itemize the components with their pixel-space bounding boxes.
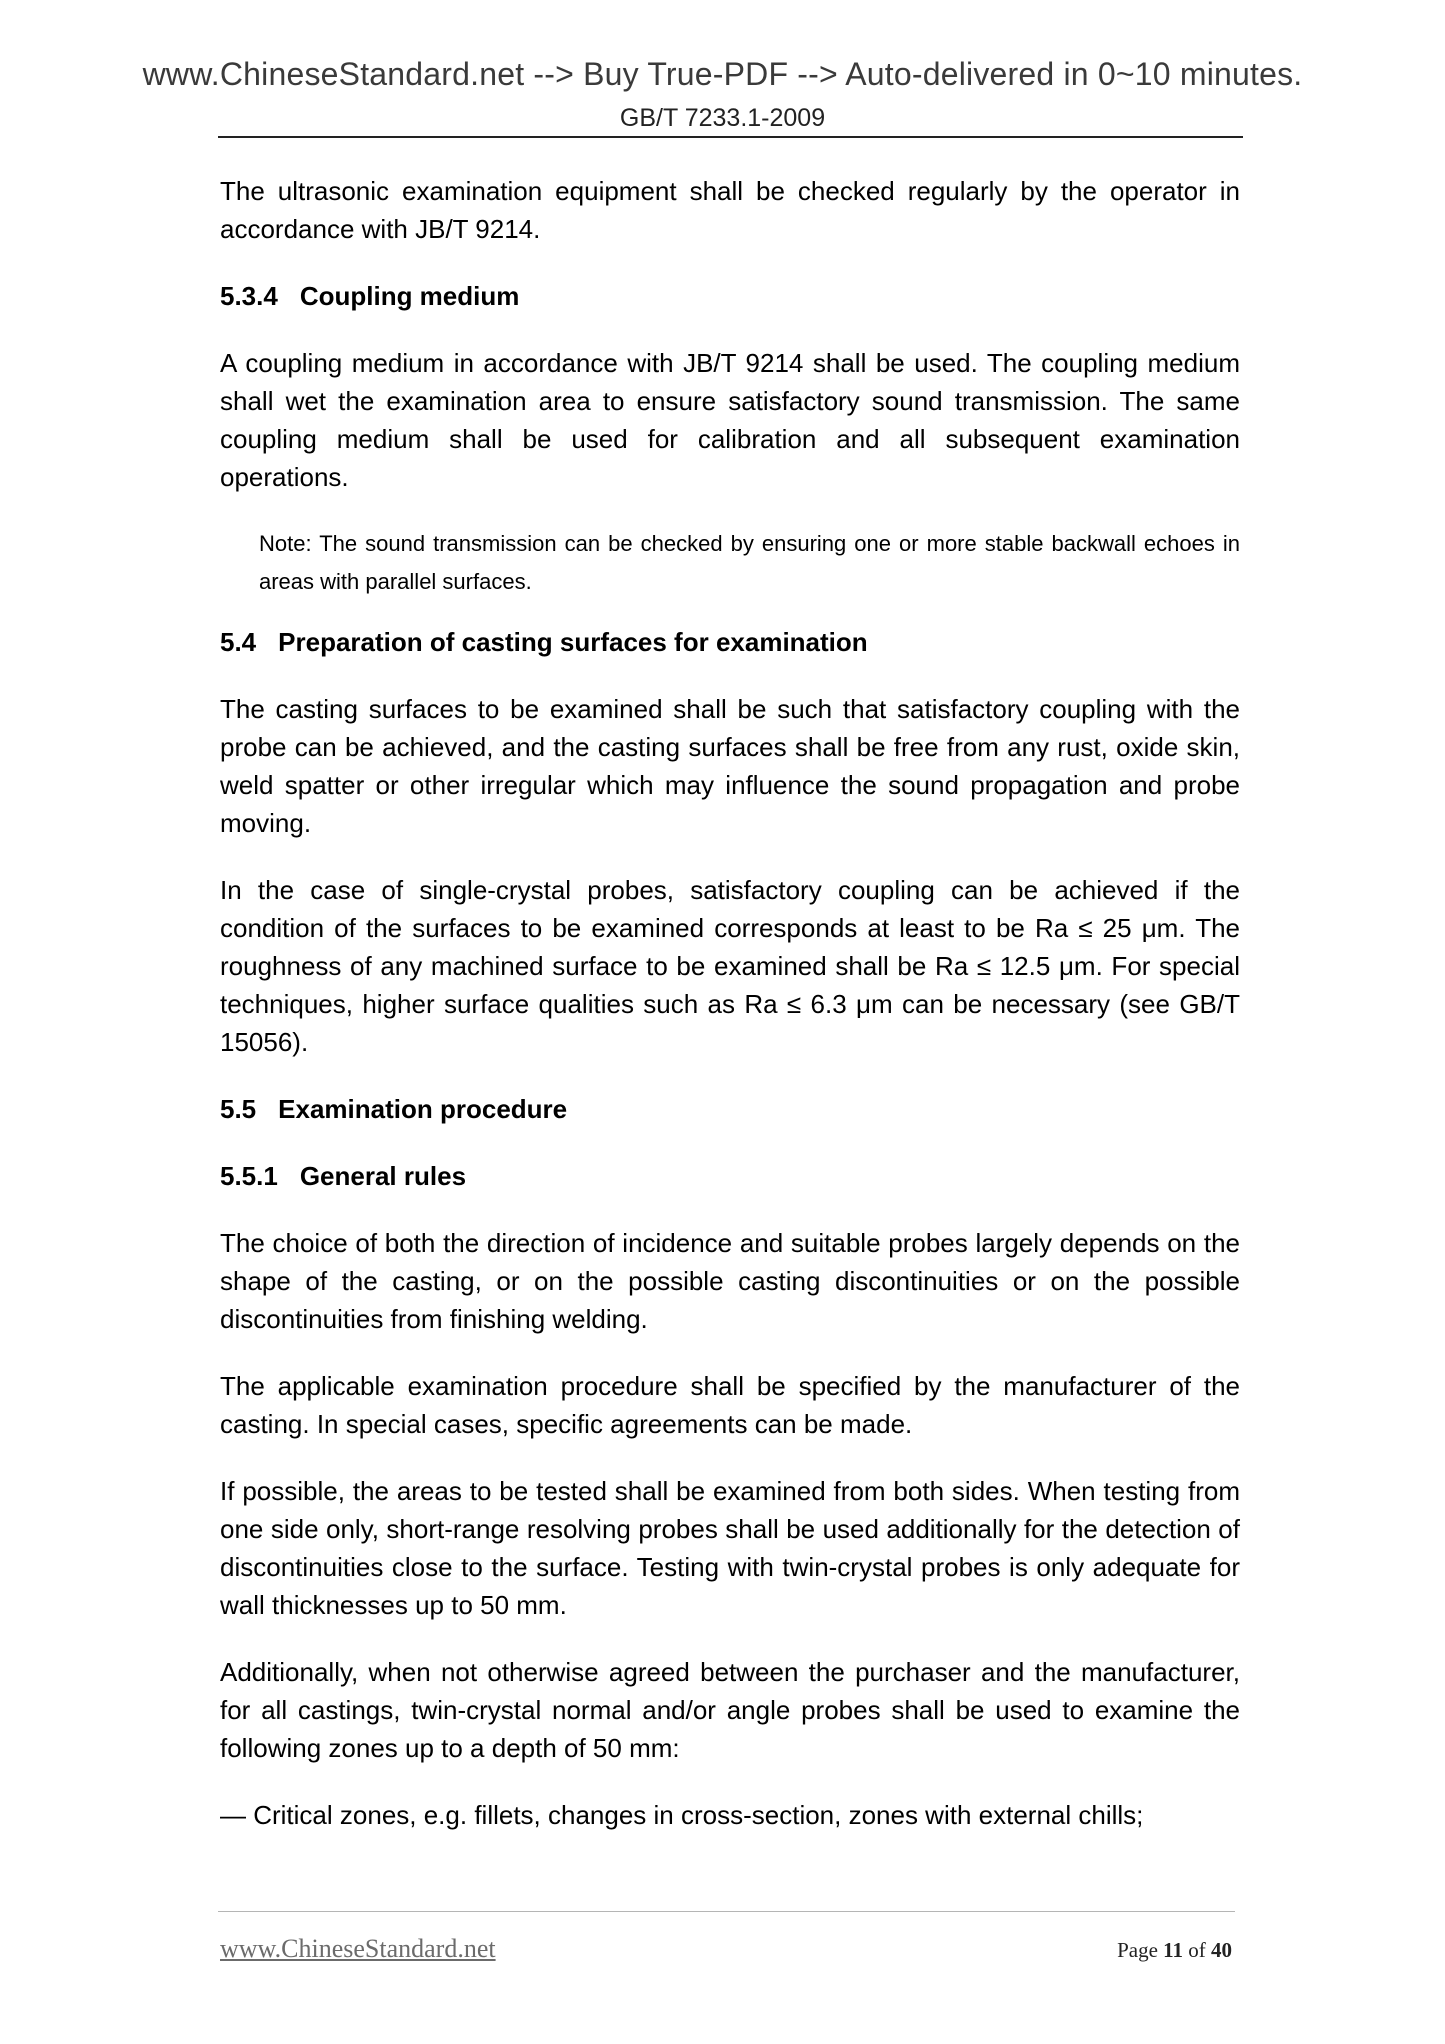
note-sound-transmission: Note: The sound transmission can be checked by ensuring one or more stable backwall echoes in areas with parallel surfaces.: [259, 531, 1240, 594]
section-number: 5.4: [220, 627, 257, 657]
section-heading-5-3-4: [220, 277, 1240, 315]
page-word: Page: [1117, 1938, 1158, 1962]
paragraph-surface-preparation: The casting surfaces to be examined shall be such that satisfactory coupling with the probe can be achieved, and the casting surfaces shall be free from any rust, oxide skin, weld spatter or other irregular which may influence the sound propagation and probe moving.: [220, 694, 1240, 838]
paragraph-surface-roughness: In the case of single-crystal probes, satisfactory coupling can be achieved if the condition of the surfaces to be examined corresponds at least to be Ra ≤ 25 μm. The roughness of any machined surface to be examined shall be Ra ≤ 12.5 μm. For special techniques, higher surface qualities such as Ra ≤ 6.3 μm can be necessary (see GB/T 15056).: [220, 875, 1240, 1057]
section-heading-5-5-1: [220, 1157, 1240, 1195]
section-heading-5-5: [220, 1090, 1240, 1128]
section-title: Coupling medium: [299, 281, 520, 311]
section-title: General rules: [299, 1161, 467, 1191]
section-number: 5.5: [220, 1094, 257, 1124]
paragraph-intro: The ultrasonic examination equipment shall be checked regularly by the operator in accordance with JB/T 9214.: [220, 176, 1240, 244]
paragraph-both-sides: If possible, the areas to be tested shall be examined from both sides. When testing from one side only, short-range resolving probes shall be used additionally for the detection of discontinuities close to the surface. Testing with twin-crystal probes is only adequate for wall thicknesses up to 50 mm.: [220, 1476, 1240, 1620]
section-number: 5.3.4: [220, 281, 278, 311]
footer-website-link[interactable]: www.ChineseStandard.net: [220, 1934, 496, 1963]
paragraph-coupling-medium: A coupling medium in accordance with JB/T 9214 shall be used. The coupling medium shall wet the examination area to ensure satisfactory sound transmission. The same coupling medium shall be used for calibration and all subsequent examination operations.: [220, 348, 1240, 492]
section-title: Examination procedure: [278, 1094, 568, 1124]
list-item-critical-zones: — Critical zones, e.g. fillets, changes in cross-section, zones with external chills;: [220, 1800, 1144, 1830]
footer-divider: [218, 1911, 1235, 1912]
section-title: Preparation of casting surfaces for examination: [278, 627, 868, 657]
section-heading-5-4: [220, 623, 1240, 661]
header-divider: [218, 136, 1243, 138]
paragraph-procedure-specification: The applicable examination procedure shall be specified by the manufacturer of the casting. In special cases, specific agreements can be made.: [220, 1371, 1240, 1439]
paragraph-additional-zones: Additionally, when not otherwise agreed between the purchaser and the manufacturer, for all castings, twin-crystal normal and/or angle probes shall be used to examine the following zones up to a depth of 50 mm:: [220, 1657, 1240, 1763]
paragraph-probe-choice: The choice of both the direction of incidence and suitable probes largely depends on the shape of the casting, or on the possible casting discontinuities or on the possible discontinuities from finishing welding.: [220, 1228, 1240, 1334]
page-total: 40: [1211, 1938, 1232, 1962]
document-body: [220, 172, 1240, 1863]
page-current: 11: [1163, 1938, 1183, 1962]
page-number: [1117, 1938, 1232, 1963]
document-id: GB/T 7233.1-2009: [619, 104, 826, 132]
header-banner: www.ChineseStandard.net --> Buy True-PDF --> Auto-delivered in 0~10 minutes.: [142, 56, 1303, 92]
section-number: 5.5.1: [220, 1161, 278, 1191]
page-of: of: [1188, 1938, 1206, 1962]
